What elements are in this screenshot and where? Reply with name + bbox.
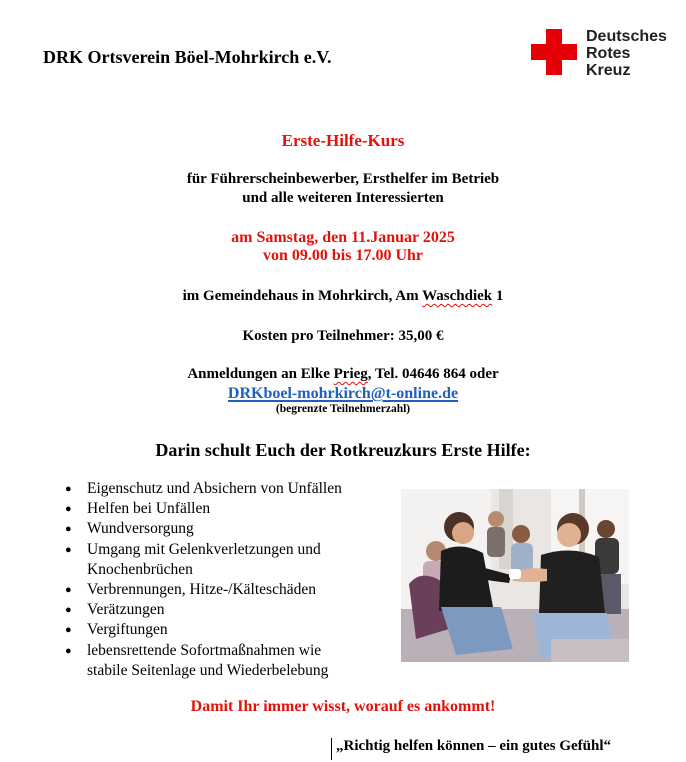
drk-logo bbox=[531, 29, 677, 79]
tagline: Damit Ihr immer wisst, worauf es ankommt! bbox=[190, 698, 496, 715]
email-row bbox=[0, 385, 686, 403]
topic-text: Vergiftungen bbox=[87, 621, 168, 639]
bullet-icon: ● bbox=[65, 624, 72, 637]
registration-suffix: , Tel. 04646 864 oder bbox=[367, 366, 499, 382]
logo-line-1: Deutsches bbox=[586, 28, 667, 45]
topic-text: Verbrennungen, Hitze-/Kälteschäden bbox=[87, 581, 316, 599]
motto: „Richtig helfen können – ein gutes Gefühl“ bbox=[336, 738, 612, 754]
bullet-icon: ● bbox=[65, 584, 72, 597]
logo-line-2: Rotes bbox=[586, 45, 631, 62]
topics-list bbox=[65, 479, 385, 681]
topic-item bbox=[65, 641, 385, 681]
location-street: Waschdiek bbox=[422, 288, 493, 304]
bullet-icon: ● bbox=[65, 523, 72, 536]
course-photo bbox=[401, 489, 629, 662]
topic-item bbox=[65, 499, 385, 519]
logo-line-3: Kreuz bbox=[586, 62, 631, 79]
topic-text: Verätzungen bbox=[87, 601, 165, 619]
registration-prefix: Anmeldungen an Elke bbox=[187, 366, 334, 382]
topic-item bbox=[65, 600, 385, 620]
registration-info bbox=[0, 366, 686, 383]
topic-item bbox=[65, 479, 385, 499]
audience-line-1: für Führerscheinbewerber, Ersthelfer im Betrieb bbox=[186, 171, 500, 187]
audience-line-2: und alle weiteren Interessierten bbox=[242, 190, 444, 206]
bullet-icon: ● bbox=[65, 483, 72, 495]
capacity-note: (begrenzte Teilnehmerzahl) bbox=[275, 403, 411, 415]
topic-text: Wundversorgung bbox=[87, 520, 194, 538]
course-time: von 09.00 bis 17.00 Uhr bbox=[262, 247, 424, 264]
topic-item bbox=[65, 620, 385, 640]
topic-item bbox=[65, 580, 385, 600]
bullet-icon: ● bbox=[65, 644, 72, 657]
bullet-icon: ● bbox=[65, 543, 72, 556]
topic-item bbox=[65, 540, 385, 580]
topic-text: Umgang mit Gelenkverletzungen und bbox=[87, 540, 321, 558]
topic-item bbox=[65, 519, 385, 539]
topic-text-continuation: Knochenbrüchen bbox=[87, 560, 193, 578]
email-link[interactable]: DRKboel-mohrkirch@t-online.de bbox=[227, 385, 459, 402]
course-date: am Samstag, den 11.Januar 2025 bbox=[231, 229, 455, 246]
logo-wordmark bbox=[586, 28, 667, 79]
location-prefix: im Gemeindehaus in Mohrkirch, Am bbox=[182, 288, 423, 304]
course-cost: Kosten pro Teilnehmer: 35,00 € bbox=[242, 328, 444, 344]
topics-heading: Darin schult Euch der Rotkreuzkurs Erste Hilfe: bbox=[155, 440, 531, 460]
organization-name: DRK Ortsverein Böel-Mohrkirch e.V. bbox=[43, 47, 332, 67]
topic-text: lebensrettende Sofortmaßnahmen wie bbox=[87, 641, 322, 659]
course-title: Erste-Hilfe-Kurs bbox=[281, 131, 405, 150]
topic-text: Eigenschutz und Absichern von Unfällen bbox=[87, 480, 342, 497]
topic-text-continuation: stabile Seitenlage und Wiederbelebung bbox=[87, 661, 329, 679]
course-location bbox=[0, 288, 686, 305]
topic-text: Helfen bei Unfällen bbox=[87, 500, 211, 518]
red-cross-icon bbox=[531, 29, 577, 75]
bullet-icon: ● bbox=[65, 604, 72, 617]
bullet-icon: ● bbox=[65, 503, 72, 516]
motto-divider bbox=[331, 738, 332, 760]
registration-name: Prieg bbox=[333, 366, 368, 382]
location-suffix: 1 bbox=[492, 288, 504, 304]
